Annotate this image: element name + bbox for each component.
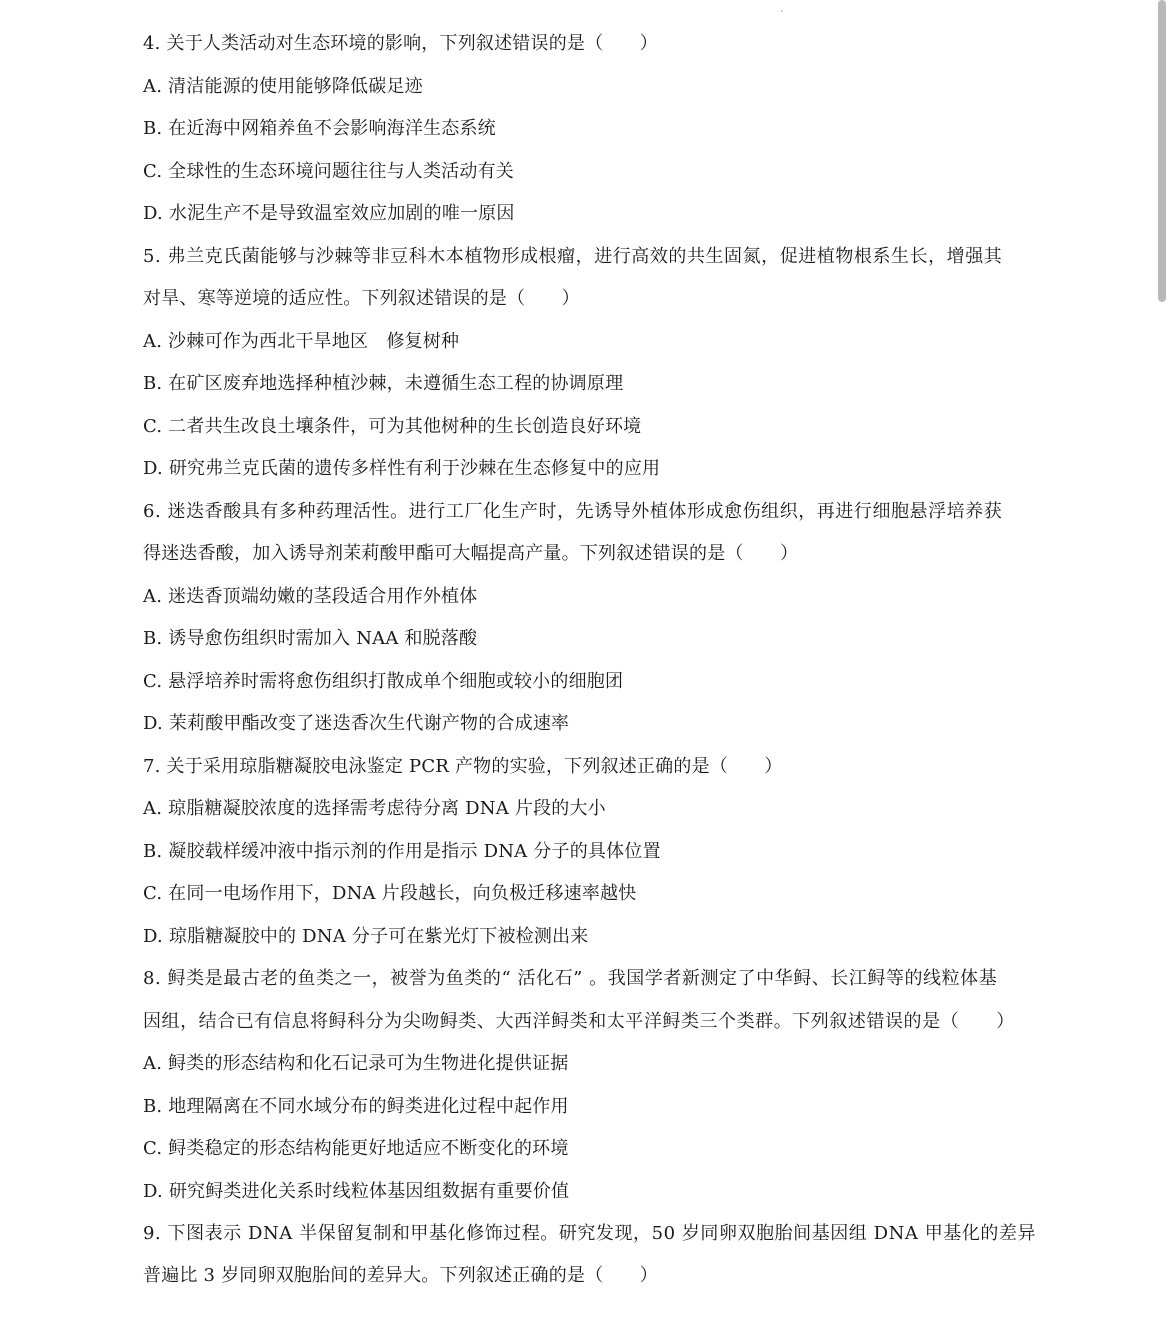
question-8-option-b: B. 地理隔离在不同水域分布的鲟类进化过程中起作用 bbox=[143, 1096, 569, 1117]
question-9-stem-line-2: 普遍比 3 岁同卵双胞胎间的差异大。下列叙述正确的是（ ） bbox=[143, 1265, 658, 1286]
question-6-stem-line-2: 得迷迭香酸，加入诱导剂茉莉酸甲酯可大幅提高产量。下列叙述错误的是（ ） bbox=[143, 543, 799, 564]
question-7-option-a: A. 琼脂糖凝胶浓度的选择需考虑待分离 DNA 片段的大小 bbox=[143, 798, 606, 819]
question-5-option-c: C. 二者共生改良土壤条件，可为其他树种的生长创造良好环境 bbox=[143, 416, 642, 437]
vertical-scrollbar-thumb[interactable] bbox=[1158, 0, 1166, 302]
question-9-stem-line-1: 9. 下图表示 DNA 半保留复制和甲基化修饰过程。研究发现，50 岁同卵双胞胎间基因组 DNA 甲基化的差异 bbox=[143, 1223, 1037, 1244]
question-4-option-b: B. 在近海中网箱养鱼不会影响海洋生态系统 bbox=[143, 118, 496, 139]
question-7-option-d: D. 琼脂糖凝胶中的 DNA 分子可在紫光灯下被检测出来 bbox=[143, 926, 589, 947]
question-8-option-c: C. 鲟类稳定的形态结构能更好地适应不断变化的环境 bbox=[143, 1138, 569, 1159]
page-speck bbox=[781, 10, 783, 12]
question-5-option-a: A. 沙棘可作为西北干旱地区 修复树种 bbox=[143, 331, 460, 352]
question-6-option-b: B. 诱导愈伤组织时需加入 NAA 和脱落酸 bbox=[143, 628, 478, 649]
question-6-option-a: A. 迷迭香顶端幼嫩的茎段适合用作外植体 bbox=[143, 586, 478, 607]
question-6-option-c: C. 悬浮培养时需将愈伤组织打散成单个细胞或较小的细胞团 bbox=[143, 671, 624, 692]
question-4-option-a: A. 清洁能源的使用能够降低碳足迹 bbox=[143, 76, 423, 97]
question-5-stem-line-2: 对旱、寒等逆境的适应性。下列叙述错误的是（ ） bbox=[143, 288, 580, 309]
question-6-option-d: D. 茉莉酸甲酯改变了迷迭香次生代谢产物的合成速率 bbox=[143, 713, 570, 734]
question-5-stem-line-1: 5. 弗兰克氏菌能够与沙棘等非豆科木本植物形成根瘤，进行高效的共生固氮，促进植物根系生长，增强其 bbox=[143, 246, 1003, 267]
question-8-option-a: A. 鲟类的形态结构和化石记录可为生物进化提供证据 bbox=[143, 1053, 569, 1074]
question-7-stem-line-1: 7. 关于采用琼脂糖凝胶电泳鉴定 PCR 产物的实验，下列叙述正确的是（ ） bbox=[143, 756, 783, 777]
question-8-stem-line-1: 8. 鲟类是最古老的鱼类之一，被誉为鱼类的“ 活化石” 。我国学者新测定了中华鲟、长江鲟等的线粒体基 bbox=[143, 968, 998, 989]
question-5-option-d: D. 研究弗兰克氏菌的遗传多样性有利于沙棘在生态修复中的应用 bbox=[143, 458, 661, 479]
question-7-option-c: C. 在同一电场作用下，DNA 片段越长，向负极迁移速率越快 bbox=[143, 883, 637, 904]
question-8-stem-line-2: 因组，结合已有信息将鲟科分为尖吻鲟类、大西洋鲟类和太平洋鲟类三个类群。下列叙述错误的是（ ） bbox=[143, 1011, 1015, 1032]
question-6-stem-line-1: 6. 迷迭香酸具有多种药理活性。进行工厂化生产时，先诱导外植体形成愈伤组织，再进行细胞悬浮培养获 bbox=[143, 501, 1003, 522]
question-4-option-d: D. 水泥生产不是导致温室效应加剧的唯一原因 bbox=[143, 203, 515, 224]
question-5-option-b: B. 在矿区废弃地选择种植沙棘，未遵循生态工程的协调原理 bbox=[143, 373, 624, 394]
question-8-option-d: D. 研究鲟类进化关系时线粒体基因组数据有重要价值 bbox=[143, 1181, 570, 1202]
question-4-option-c: C. 全球性的生态环境问题往往与人类活动有关 bbox=[143, 161, 514, 182]
question-7-option-b: B. 凝胶载样缓冲液中指示剂的作用是指示 DNA 分子的具体位置 bbox=[143, 841, 661, 862]
question-4-stem-line-1: 4. 关于人类活动对生态环境的影响，下列叙述错误的是（ ） bbox=[143, 33, 658, 54]
